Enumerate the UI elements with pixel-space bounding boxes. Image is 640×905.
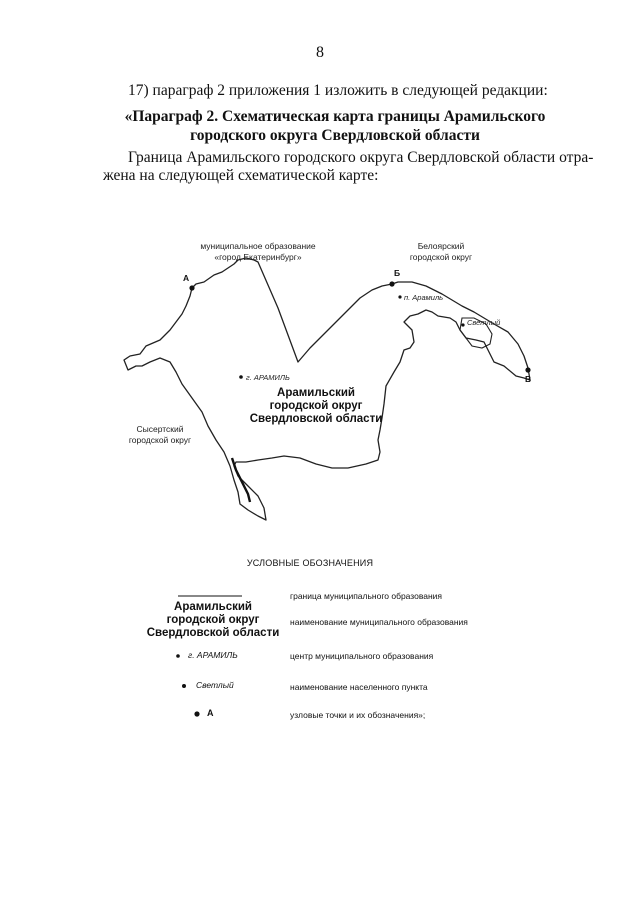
node-label-v: В bbox=[525, 374, 532, 384]
label-ekaterinburg-line-2: «город Екатеринбург» bbox=[214, 252, 302, 262]
label-beloyarsky-line-1: Белоярский bbox=[417, 241, 465, 251]
district-name-line-2: городской округ bbox=[269, 400, 363, 412]
node-point-a bbox=[189, 285, 194, 290]
body-text-line-2: жена на следующей схематической карте: bbox=[103, 167, 379, 184]
legend-name-sample bbox=[138, 601, 288, 640]
center-aramil-label: г. АРАМИЛЬ bbox=[246, 373, 290, 382]
legend-name-sample-line-1: Арамильский bbox=[174, 601, 252, 613]
node-point-v bbox=[525, 367, 530, 372]
body-text-line-1: Граница Арамильского городского округа Свердловской области отра- bbox=[128, 149, 594, 166]
district-name-line-1: Арамильский bbox=[277, 387, 355, 399]
legend-center-dot bbox=[176, 654, 180, 658]
legend-center-desc: центр муниципального образования bbox=[290, 651, 434, 661]
legend-center-sample: г. АРАМИЛЬ bbox=[188, 650, 238, 660]
legend-settlement-desc: наименование населенного пункта bbox=[290, 682, 428, 692]
legend-name-desc: наименование муниципального образования bbox=[290, 617, 468, 627]
legend-settlement-sample: Светлый bbox=[196, 680, 234, 690]
district-name-line-3: Свердловской области bbox=[249, 413, 383, 425]
label-beloyarsky-line-2: городской округ bbox=[409, 252, 473, 262]
legend-title: УСЛОВНЫЕ ОБОЗНАЧЕНИЯ bbox=[246, 558, 374, 568]
legend-node-dot bbox=[194, 711, 199, 716]
node-label-a: А bbox=[183, 273, 190, 283]
legend-name-sample-line-3: Свердловской области bbox=[146, 627, 280, 639]
label-sysert-line-2: городской округ bbox=[128, 435, 192, 445]
southern-thick-segment bbox=[232, 458, 250, 502]
settlement-aramil-marker bbox=[398, 295, 401, 298]
page-number: 8 bbox=[316, 44, 324, 61]
legend-settlement-dot bbox=[182, 684, 186, 688]
node-point-b bbox=[389, 281, 394, 286]
legend-name-sample-line-2: городской округ bbox=[166, 614, 260, 626]
center-aramil-marker bbox=[239, 375, 243, 379]
label-sysert-line-1: Сысертский bbox=[136, 424, 184, 434]
node-label-b: Б bbox=[394, 268, 401, 278]
section-title-line-2: городского округа Свердловской области bbox=[190, 127, 480, 144]
settlement-aramil-label: п. Арамиль bbox=[404, 293, 444, 302]
label-ekaterinburg-line-1: муниципальное образование bbox=[200, 241, 316, 251]
settlement-svetly-marker bbox=[461, 323, 464, 326]
legend-node-desc: узловые точки и их обозначения»; bbox=[290, 710, 426, 720]
legend-boundary-desc: граница муниципального образования bbox=[290, 591, 443, 601]
settlement-svetly-label: Светлый bbox=[467, 318, 501, 327]
amendment-intro: 17) параграф 2 приложения 1 изложить в следующей редакции: bbox=[128, 82, 548, 99]
section-title-line-1: «Параграф 2. Схематическая карта границы Арамильского bbox=[124, 108, 546, 125]
legend-node-sample: А bbox=[207, 708, 214, 718]
